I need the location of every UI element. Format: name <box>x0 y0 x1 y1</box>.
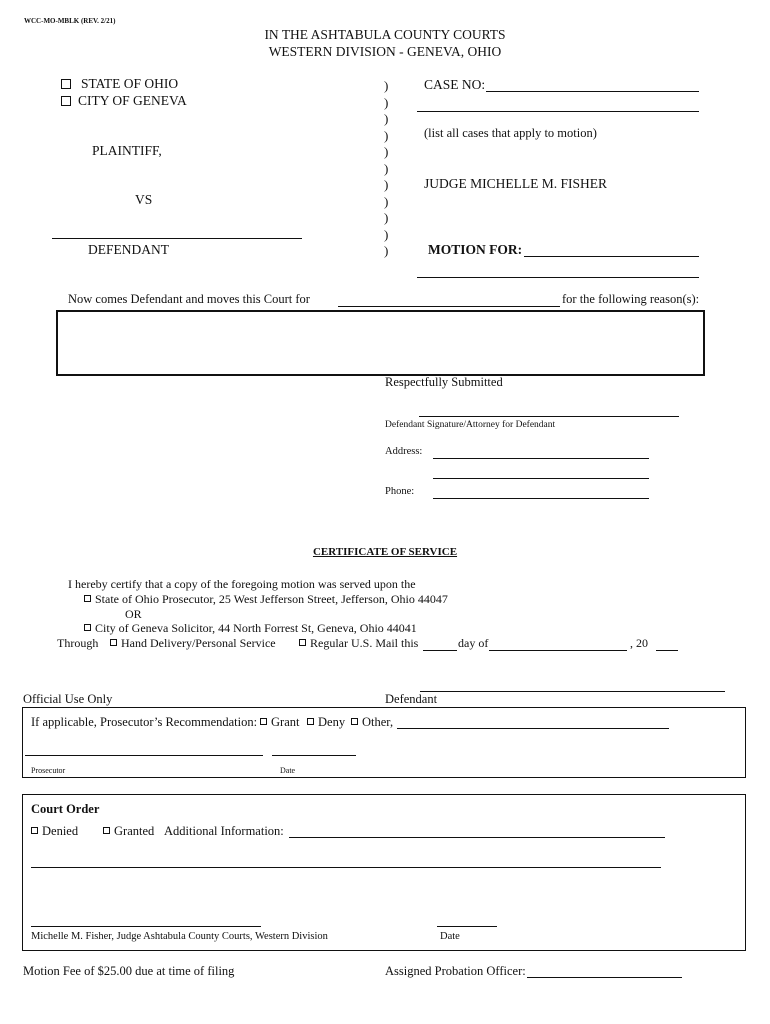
defendant-signature-field[interactable] <box>419 416 679 417</box>
phone-field[interactable] <box>433 498 649 499</box>
court-title-line2: WESTERN DIVISION - GENEVA, OHIO <box>268 44 502 59</box>
official-use-title: Official Use Only <box>23 692 113 706</box>
motion-subject-field[interactable] <box>338 306 560 307</box>
state-of-ohio-checkbox[interactable] <box>61 79 71 89</box>
phone-label: Phone: <box>385 486 415 497</box>
address-label: Address: <box>385 446 423 457</box>
certificate-title: CERTIFICATE OF SERVICE <box>312 546 458 558</box>
order-date-field[interactable] <box>437 926 497 927</box>
respectfully-submitted: Respectfully Submitted <box>385 375 503 389</box>
motion-for-label: MOTION FOR: <box>428 242 523 257</box>
state-prosecutor-checkbox[interactable] <box>84 595 91 602</box>
deny-checkbox[interactable] <box>307 718 314 725</box>
state-prosecutor-option[interactable]: State of Ohio Prosecutor, 25 West Jefferson Street, Jefferson, Ohio 44047 <box>84 592 448 607</box>
state-of-ohio-label: STATE OF OHIO <box>81 76 179 91</box>
judge-signature-caption: Michelle M. Fisher, Judge Ashtabula County Courts, Western Division <box>31 931 328 942</box>
court-order-panel <box>22 794 746 951</box>
year-prefix-label: , 20 <box>630 636 648 650</box>
service-year-field[interactable] <box>656 650 678 651</box>
other-option[interactable]: Other, <box>351 715 393 730</box>
motion-fee-note: Motion Fee of $25.00 due at time of filing <box>23 964 235 978</box>
defendant-certificate-signature[interactable] <box>420 691 725 692</box>
vs-label: VS <box>135 192 153 207</box>
grant-checkbox[interactable] <box>260 718 267 725</box>
hand-delivery-checkbox[interactable] <box>110 639 117 646</box>
day-of-label: day of <box>458 636 489 650</box>
judge-signature-field[interactable] <box>31 926 261 927</box>
caption-divider: ) ) ) ) ) ) ) ) ) ) ) <box>384 78 389 258</box>
certificate-defendant-caption: Defendant <box>385 692 438 706</box>
granted-option[interactable]: Granted <box>103 824 154 839</box>
through-label: Through <box>57 636 99 650</box>
additional-info-field[interactable] <box>289 837 665 838</box>
hand-delivery-option[interactable]: Hand Delivery/Personal Service <box>110 636 276 651</box>
certify-statement: I hereby certify that a copy of the foregoing motion was served upon the <box>68 577 416 591</box>
reasons-textarea[interactable] <box>56 310 705 376</box>
probation-officer-field[interactable] <box>527 977 682 978</box>
deny-option[interactable]: Deny <box>307 715 345 730</box>
other-checkbox[interactable] <box>351 718 358 725</box>
service-day-field[interactable] <box>423 650 457 651</box>
defendant-label: DEFENDANT <box>88 242 169 257</box>
recommendation-label: If applicable, Prosecutor’s Recommendation: <box>31 715 258 729</box>
case-no-label: CASE NO: <box>424 77 486 92</box>
form-code: WCC-MO-MBLK (REV. 2/21) <box>24 17 116 25</box>
other-recommendation-field[interactable] <box>397 728 669 729</box>
additional-info-label: Additional Information: <box>164 824 284 838</box>
prosecutor-date-caption: Date <box>280 766 296 775</box>
probation-officer-label: Assigned Probation Officer: <box>385 964 526 978</box>
city-of-geneva-label: CITY OF GENEVA <box>78 93 187 108</box>
motion-for-field[interactable] <box>524 256 699 257</box>
service-month-field[interactable] <box>489 650 627 651</box>
or-label: OR <box>125 607 142 621</box>
denied-checkbox[interactable] <box>31 827 38 834</box>
court-order-title: Court Order <box>31 802 100 816</box>
city-solicitor-option[interactable]: City of Geneva Solicitor, 44 North Forrest St, Geneva, Ohio 44041 <box>84 621 417 636</box>
signature-caption: Defendant Signature/Attorney for Defendant <box>385 420 556 430</box>
official-use-panel <box>22 707 746 778</box>
prosecutor-caption: Prosecutor <box>31 766 66 775</box>
defendant-name-field[interactable] <box>52 238 302 239</box>
intro-prefix: Now comes Defendant and moves this Court for <box>68 292 310 306</box>
judge-name: JUDGE MICHELLE M. FISHER <box>424 176 608 191</box>
motion-for-field-2[interactable] <box>417 277 699 278</box>
address-field-1[interactable] <box>433 458 649 459</box>
city-of-geneva-checkbox[interactable] <box>61 96 71 106</box>
prosecutor-date-field[interactable] <box>272 755 356 756</box>
additional-info-field-2[interactable] <box>31 867 661 868</box>
intro-suffix: for the following reason(s): <box>562 292 700 306</box>
denied-option[interactable]: Denied <box>31 824 78 839</box>
city-solicitor-checkbox[interactable] <box>84 624 91 631</box>
regular-mail-option[interactable]: Regular U.S. Mail this <box>299 636 418 651</box>
court-title-line1: IN THE ASHTABULA COUNTY COURTS <box>264 27 506 42</box>
grant-option[interactable]: Grant <box>260 715 299 730</box>
address-field-2[interactable] <box>433 478 649 479</box>
case-no-field-2[interactable] <box>417 111 699 112</box>
plaintiff-label: PLAINTIFF, <box>92 143 162 158</box>
granted-checkbox[interactable] <box>103 827 110 834</box>
order-date-caption: Date <box>440 931 460 942</box>
regular-mail-checkbox[interactable] <box>299 639 306 646</box>
prosecutor-signature-field[interactable] <box>25 755 263 756</box>
list-cases-note: (list all cases that apply to motion) <box>424 126 597 140</box>
case-no-field[interactable] <box>486 91 699 92</box>
